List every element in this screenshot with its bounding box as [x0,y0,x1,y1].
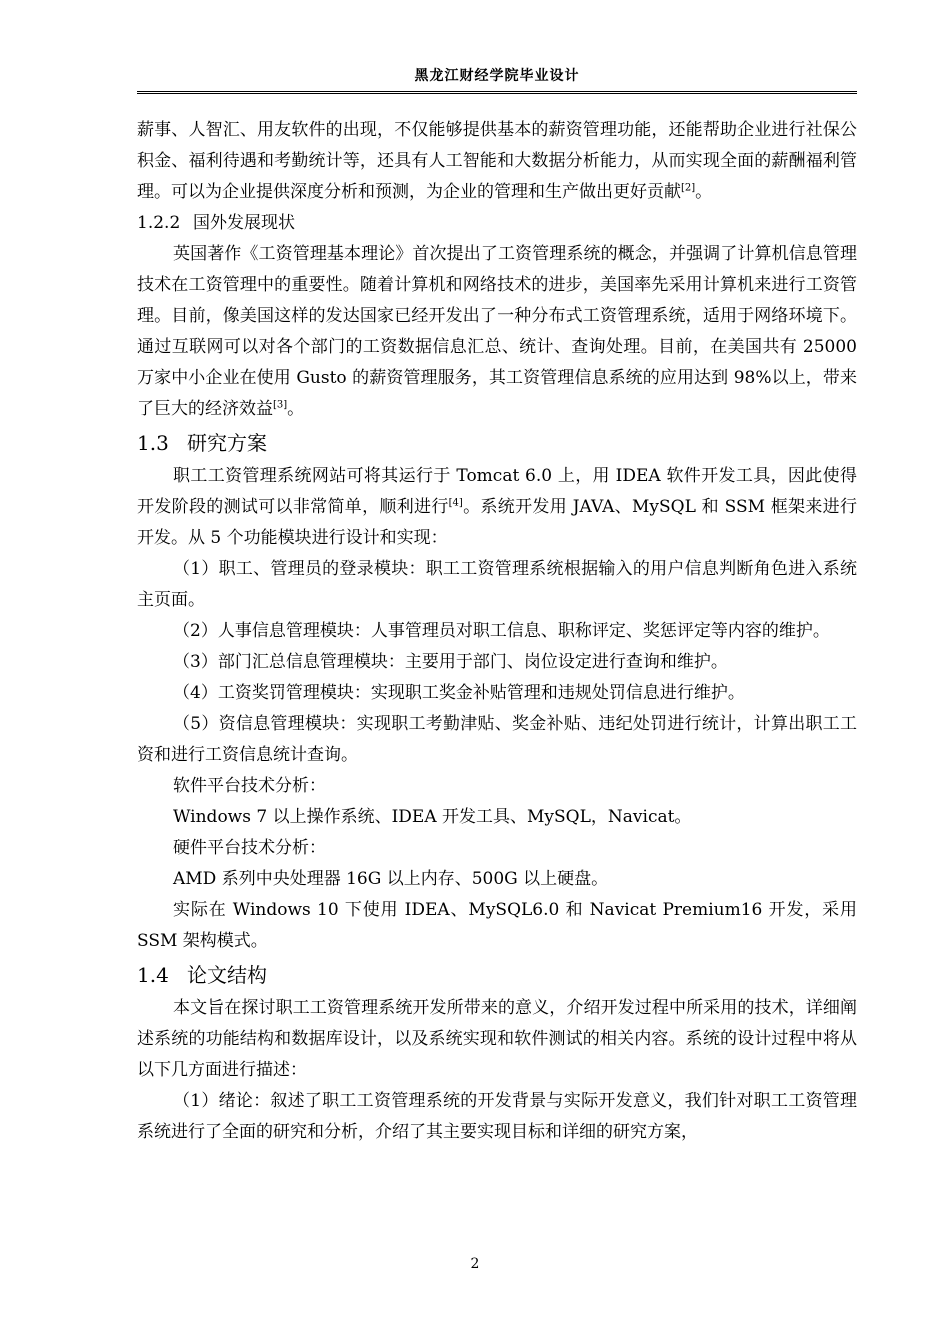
section-heading-1-2-2 [137,208,857,239]
list-item-module-3: （3）部门汇总信息管理模块：主要用于部门、岗位设定进行查询和维护。 [173,652,728,672]
list-item-module-5: （5）资信息管理模块：实现职工考勤津贴、奖金补贴、违纪处罚进行统计，计算出职工工资和进行工资信息统计查询。 [137,714,857,765]
paragraph-text: 英国著作《工资管理基本理论》首次提出了工资管理系统的概念，并强调了计算机信息管理技术在工资管理中的重要性。随着计算机和网络技术的进步，美国率先采用计算机来进行工资管理。目前，像美国这样的发达国家已经开发出了一种分布式工资管理系统，适用于网络环境下。通过互联网可以对各个部门的工资数据信息汇总、统计、查询处理。目前，在美国共有 25000 万家中小企业在使用 Gusto 的薪资管理服务，其工资管理信息系统的应用达到 98%以上，带来了巨大的经济效益 [137,244,857,419]
section-title: 论文结构 [187,963,267,987]
section-number: 1.3 [137,431,169,455]
paragraph-text: 职工工资管理系统网站可将其运行于 Tomcat 6.0 上，用 IDEA 软件开发工具，因此使得开发阶段的测试可以非常简单，顺利进行 [137,466,857,517]
page-header: 黑龙江财经学院毕业设计 [414,68,580,84]
paragraph-actual-environment: 实际在 Windows 10 下使用 IDEA、MySQL6.0 和 Navicat Premium16 开发，采用 SSM 架构模式。 [137,900,857,951]
paragraph-foreign-status [137,239,857,425]
section-title: 研究方案 [187,431,267,455]
paragraph-text: 薪事、人智汇、用友软件的出现，不仅能够提供基本的薪资管理功能，还能帮助企业进行社保公积金、福利待遇和考勤统计等，还具有人工智能和大数据分析能力，从而实现全面的薪酬福利管理。可以为企业提供深度分析和预测，为企业的管理和生产做出更好贡献 [137,120,857,202]
paragraph-software-platform: Windows 7 以上操作系统、IDEA 开发工具、MySQL，Navicat。 [173,807,692,827]
section-heading-1-4 [137,957,857,993]
page-content [137,115,857,1148]
paragraph-continuation [137,115,857,208]
paragraph-thesis-structure: 本文旨在探讨职工工资管理系统开发所带来的意义，介绍开发过程中所采用的技术，详细阐述系统的功能结构和数据库设计，以及系统实现和软件测试的相关内容。系统的设计过程中将从以下几方面进行描述： [137,998,857,1080]
paragraph-software-platform-label: 软件平台技术分析： [173,776,326,796]
header-rule [137,91,857,94]
section-number: 1.4 [137,963,169,987]
list-item-module-1: （1）职工、管理员的登录模块：职工工资管理系统根据输入的用户信息判断角色进入系统主页面。 [137,559,857,610]
paragraph-end: 。 [695,182,713,202]
section-title: 国外发展现状 [193,213,295,233]
list-item-module-2: （2）人事信息管理模块：人事管理员对职工信息、职称评定、奖惩评定等内容的维护。 [173,621,830,641]
paragraph-end: 。 [287,399,305,419]
citation: [4] [448,497,463,509]
paragraph-hardware-platform: AMD 系列中央处理器 16G 以上内存、500G 以上硬盘。 [173,869,609,889]
citation: [2] [681,182,696,194]
section-heading-1-3 [137,425,857,461]
section-number: 1.2.2 [137,213,181,233]
paragraph-research-plan [137,461,857,554]
paragraph-text: 。系统开发用 JAVA、MySQL 和 SSM 框架来进行开发。从 5 个功能模块进行设计和实现： [137,497,857,548]
paragraph-hardware-platform-label: 硬件平台技术分析： [173,838,326,858]
page-number: 2 [470,1256,480,1272]
citation: [3] [273,399,288,411]
list-item-chapter-1: （1）绪论：叙述了职工工资管理系统的开发背景与实际开发意义，我们针对职工工资管理系统进行了全面的研究和分析，介绍了其主要实现目标和详细的研究方案， [137,1091,857,1142]
list-item-module-4: （4）工资奖罚管理模块：实现职工奖金补贴管理和违规处罚信息进行维护。 [173,683,745,703]
